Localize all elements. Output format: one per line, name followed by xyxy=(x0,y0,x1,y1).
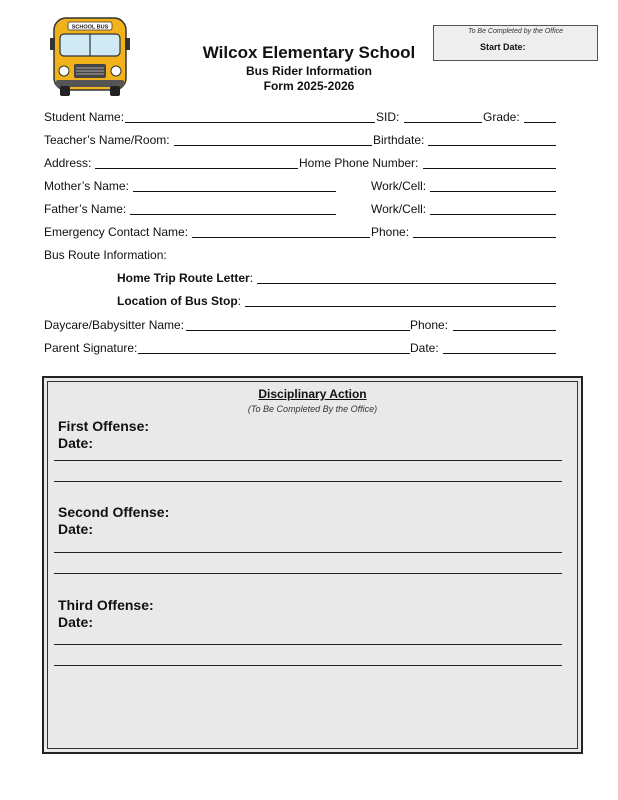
sid-field[interactable] xyxy=(404,110,482,123)
daycare-phone-label: Phone: xyxy=(410,318,449,332)
address-field[interactable] xyxy=(95,156,298,169)
home-trip-route-field[interactable] xyxy=(257,271,556,284)
birthdate-field[interactable] xyxy=(428,133,556,146)
emergency-contact-label: Emergency Contact Name: xyxy=(44,225,189,239)
daycare-label: Daycare/Babysitter Name: xyxy=(44,318,185,332)
teacher-room-field[interactable] xyxy=(174,133,372,146)
first-offense-date-label: Date: xyxy=(58,435,94,451)
father-work-cell-label: Work/Cell: xyxy=(371,202,427,216)
student-name-label: Student Name: xyxy=(44,110,125,124)
disciplinary-action-box xyxy=(42,376,583,754)
daycare-field[interactable] xyxy=(186,318,410,331)
bus-stop-location-field[interactable] xyxy=(245,294,556,307)
disciplinary-inner-border xyxy=(47,381,578,749)
third-offense-label: Third Offense: xyxy=(58,597,154,613)
start-date-label: Start Date: xyxy=(480,42,526,52)
school-name: Wilcox Elementary School xyxy=(202,43,416,62)
second-offense-line[interactable] xyxy=(54,552,562,553)
third-offense-line[interactable] xyxy=(54,665,562,666)
daycare-phone-field[interactable] xyxy=(453,318,556,331)
grade-field[interactable] xyxy=(524,110,556,123)
second-offense-line[interactable] xyxy=(54,573,562,574)
bus-stop-location-label: Location of Bus Stop: xyxy=(117,294,241,308)
home-phone-field[interactable] xyxy=(423,156,556,169)
third-offense-date-label: Date: xyxy=(58,614,94,630)
home-trip-route-label: Home Trip Route Letter: xyxy=(117,271,254,285)
sid-label: SID: xyxy=(376,110,400,124)
address-label: Address: xyxy=(44,156,92,170)
form-subtitle: Bus Rider Information xyxy=(245,64,372,78)
signature-date-field[interactable] xyxy=(443,341,556,354)
third-offense-line[interactable] xyxy=(54,644,562,645)
mothers-name-label: Mother’s Name: xyxy=(44,179,129,193)
disciplinary-subtitle: (To Be Completed By the Office) xyxy=(247,404,378,414)
teacher-room-label: Teacher’s Name/Room: xyxy=(44,133,170,147)
mother-work-cell-field[interactable] xyxy=(430,179,556,192)
home-phone-label: Home Phone Number: xyxy=(299,156,419,170)
first-offense-line[interactable] xyxy=(54,481,562,482)
emergency-phone-label: Phone: xyxy=(371,225,410,239)
father-work-cell-field[interactable] xyxy=(430,202,556,215)
emergency-contact-field[interactable] xyxy=(192,225,370,238)
student-name-field[interactable] xyxy=(125,110,375,123)
office-note: To Be Completed by the Office xyxy=(467,28,564,35)
second-offense-label: Second Offense: xyxy=(58,504,170,520)
second-offense-date-label: Date: xyxy=(58,521,94,537)
mothers-name-field[interactable] xyxy=(133,179,336,192)
bus-sign-text: SCHOOL BUS xyxy=(71,24,109,31)
office-use-box xyxy=(433,25,598,61)
fathers-name-field[interactable] xyxy=(130,202,336,215)
parent-signature-label: Parent Signature: xyxy=(44,341,138,355)
bus-route-info-label: Bus Route Information: xyxy=(44,248,167,262)
birthdate-label: Birthdate: xyxy=(373,133,425,147)
form-year: Form 2025-2026 xyxy=(263,79,355,93)
first-offense-label: First Offense: xyxy=(58,418,150,434)
grade-label: Grade: xyxy=(483,110,520,124)
emergency-phone-field[interactable] xyxy=(413,225,556,238)
parent-signature-field[interactable] xyxy=(138,341,410,354)
mother-work-cell-label: Work/Cell: xyxy=(371,179,427,193)
fathers-name-label: Father’s Name: xyxy=(44,202,127,216)
first-offense-line[interactable] xyxy=(54,460,562,461)
signature-date-label: Date: xyxy=(410,341,439,355)
disciplinary-title: Disciplinary Action xyxy=(258,387,367,401)
